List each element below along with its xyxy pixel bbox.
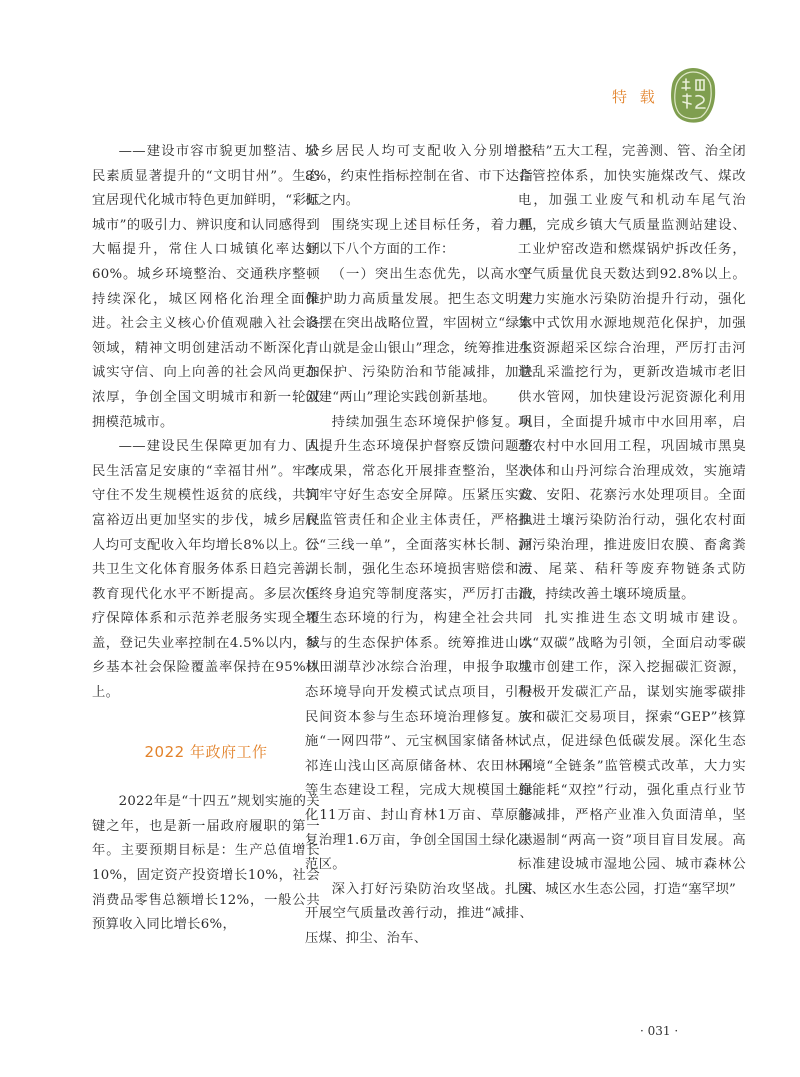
paragraph: 2022年是“十四五”规划实施的关键之年，也是新一届政府履职的第一年。主要预期目标是：生产总值增长10%，固定资产投资增长10%，社会消费品零售总额增长12%，一般公共预算收入同比增长6%，: [92, 794, 320, 933]
paragraph: （一）突出生态优先，以高水平保护助力高质量发展。把生态文明建设摆在突出战略位置，牢固树立“绿水青山就是金山银山”理念，统筹推进生态保护、污染防治和节能减排，加快创建“两山”理论实践创新基地。: [305, 266, 533, 405]
paragraph: ——建设民生保障更加有力、人民生活富足安康的“幸福甘州”。牢牢守住不发生规模性返贫的底线，共同富裕迈出更加坚实的步伐，城乡居民人均可支配收入年均增长8%以上。公共卫生文化体育服务体系日趋完善，教育现代化水平不断提高。多层次医疗保障体系和示范养老服务实现全覆盖，登记失业率控制在4.5%以内，城乡基本社会保险覆盖率保持在95%以上。: [92, 439, 320, 701]
paragraph: ——建设市容市貌更加整洁、公民素质显著提升的“文明甘州”。生态宜居现代化城市特色更加鲜明，“彩虹城市”的吸引力、辨识度和认同感得到大幅提升，常住人口城镇化率达到60%。城乡环境整治、交通秩序整顿持续深化，城区网格化治理全面推进。社会主义核心价值观融入社会各领域，精神文明创建活动不断深化，诚实守信、向上向善的社会风尚更加浓厚，争创全国文明城市和新一轮双拥模范城市。: [92, 144, 320, 430]
section-label: 特 载: [612, 88, 659, 106]
text-column-3: [518, 140, 746, 902]
page-number: · 031 ·: [640, 1024, 679, 1038]
paragraph: 城乡居民人均可支配收入分别增长8%，约束性指标控制在省、市下达指标之内。: [305, 144, 533, 209]
paragraph: 围绕实现上述目标任务，着力抓好以下八个方面的工作：: [305, 217, 533, 258]
paragraph: 扎实推进生态文明城市建设。以“双碳”战略为引领，全面启动零碳城市创建工作，深入挖掘碳汇资源，积极开发碳汇产品，谋划实施零碳排放和碳汇交易项目，探索“GEP”核算试点，促进绿色低碳发展。深化生态环境“全链条”监管模式改革，大力实施能耗“双控”行动，强化重点行业节能减排，严格产业准入负面清单，坚决遏制“两高一资”项目盲目发展。高标准建设城市湿地公园、城市森林公园、城区水生态公园，打造“塞罕坝”: [518, 611, 746, 897]
paragraph: 持续加强生态环境保护修复。巩固提升生态环境保护督察反馈问题整改成果，常态化开展排查整治，坚决筑牢守好生态安全屏障。压紧压实政府监管责任和企业主体责任，严格执行“三线一单”，全面落实林长制、河湖长制，强化生态环境损害赔偿和责任终身追究等制度落实，严厉打击破坏生态环境的行为，构建全社会共同参与的生态保护体系。统筹推进山水林田湖草沙冰综合治理，申报争取生态环境导向开发模式试点项目，引导民间资本参与生态环境治理修复。实施“一网四带”、元宝枫国家储备林、祁连山浅山区高原储备林、农田林网等生态建设工程，完成大规模国土绿化11万亩、封山育林1万亩、草原修复治理1.6万亩，争创全国国土绿化示范区。: [305, 414, 533, 873]
paragraph: 深入打好污染防治攻坚战。扎实开展空气质量改善行动，推进“减排、压煤、抑尘、治车、: [305, 881, 533, 946]
section-heading: 2022 年政府工作: [144, 742, 268, 761]
text-column-2: [305, 140, 533, 952]
seal-stamp-icon: [669, 66, 717, 124]
text-column-1: [92, 140, 320, 938]
paragraph: 控秸”五大工程，完善测、管、治全闭合管控体系，加快实施煤改气、煤改电，加强工业废气和机动车尾气治理，完成乡镇大气质量监测站建设、工业炉窑改造和燃煤锅炉拆改任务，空气质量优良天数达到92.8%以上。大力实施水污染防治提升行动，强化集中式饮用水源地规范化保护，加强水资源超采区综合治理，严厉打击河道乱采滥挖行为，更新改造城市老旧供水管网，加快建设污泥资源化利用项目，全面提升城市中水回用率，启动农村中水回用工程，巩固城市黑臭水体和山丹河综合治理成效，实施靖安、安阳、花寨污水处理项目。全面推进土壤污染防治行动，强化农村面源污染治理，推进废旧农膜、畜禽粪污、尾菜、秸秆等废弃物链条式防治，持续改善土壤环境质量。: [518, 144, 746, 602]
